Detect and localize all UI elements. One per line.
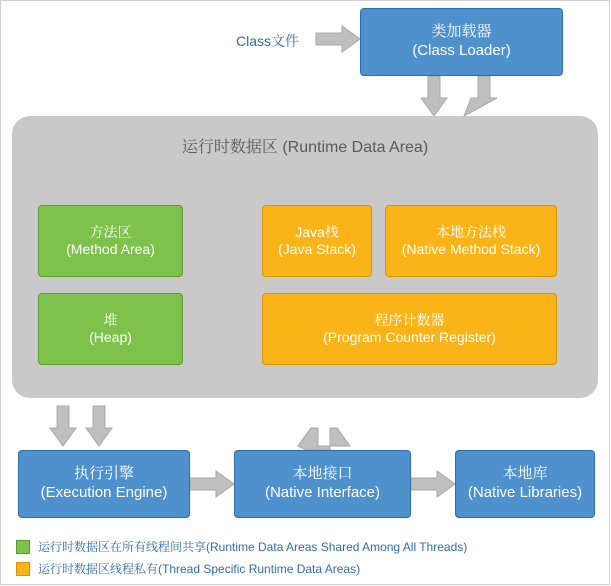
runtime-data-area-title [12,138,598,159]
heap-en: (Heap) [89,329,132,345]
class-loader-box [360,8,563,76]
legend-swatch-green-icon [16,540,30,554]
heap-cn: 堆 [103,311,118,328]
class-loader-cn: 类加载器 [431,23,492,41]
method-area-en: (Method Area) [66,241,155,257]
native-interface-cn: 本地接口 [292,465,353,483]
native-libraries-en: (Native Libraries) [467,484,583,501]
program-counter-box [262,293,557,365]
execution-engine-en: (Execution Engine) [40,484,168,501]
native-method-stack-en: (Native Method Stack) [401,241,541,257]
java-stack-en: (Java Stack) [278,241,356,257]
native-interface-en: (Native Interface) [264,484,381,501]
execution-engine-box [18,450,190,518]
legend-row-private [16,560,360,577]
legend-text-private: 运行时数据区线程私有(Thread Specific Runtime Data Areas) [38,562,361,576]
execution-engine-cn: 执行引擎 [73,465,134,483]
legend-swatch-orange-icon [16,562,30,576]
java-stack-box [262,205,372,277]
program-counter-cn: 程序计数器 [374,311,445,328]
java-stack-cn: Java栈 [295,223,339,240]
class-file-label: Class文件 [236,33,300,49]
program-counter-en: (Program Counter Register) [323,329,496,345]
native-method-stack-box [385,205,557,277]
method-area-box [38,205,183,277]
class-loader-en: (Class Loader) [412,42,511,59]
runtime-data-area-en: (Runtime Data Area) [282,139,429,156]
runtime-data-area-cn: 运行时数据区 [181,139,278,156]
legend-text-shared: 运行时数据区在所有线程间共享(Runtime Data Areas Shared Among All Threads) [38,540,468,554]
native-libraries-cn: 本地库 [502,465,548,483]
native-libraries-box [455,450,595,518]
method-area-cn: 方法区 [89,223,132,240]
heap-box [38,293,183,365]
native-interface-box [234,450,411,518]
native-method-stack-cn: 本地方法栈 [436,223,506,240]
legend-row-shared [16,538,467,555]
